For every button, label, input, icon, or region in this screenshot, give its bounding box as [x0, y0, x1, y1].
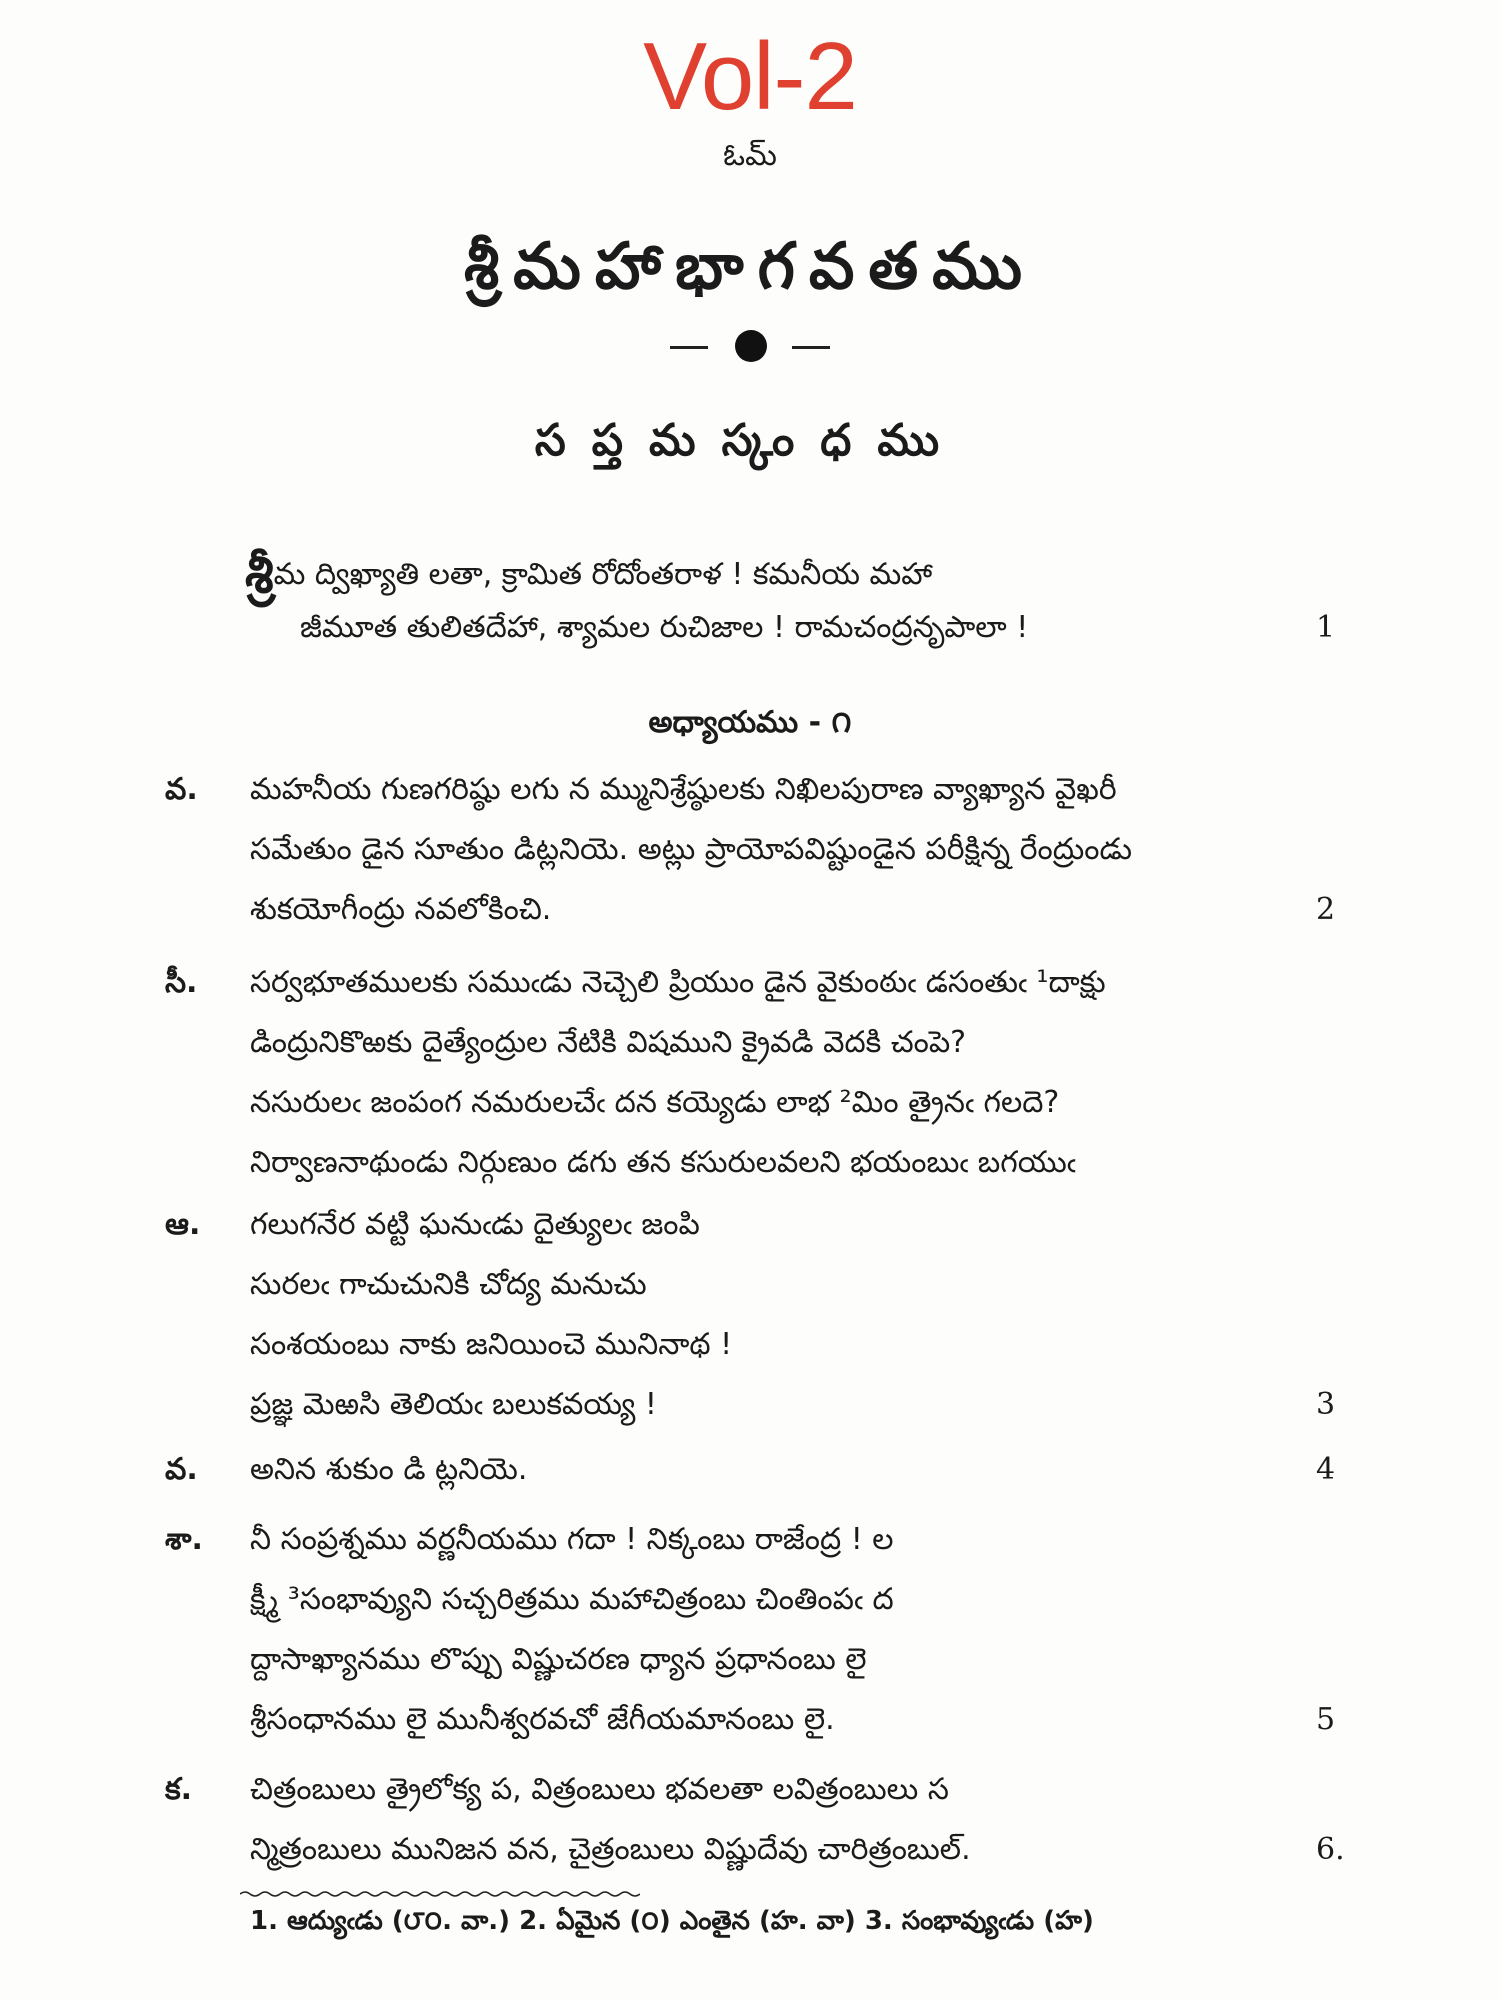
verse-line-text: ప్రజ్ఞ మెఱసి తెలియఁ బలుకవయ్య ! — [250, 1387, 657, 1422]
ornament-dot — [735, 330, 767, 362]
adhyaya-heading: అధ్యాయము - ౧ — [648, 705, 852, 740]
invocation-line-1 — [245, 545, 932, 618]
verse-line-text: సంశయంబు నాకు జనియించె మునినాథ ! — [250, 1327, 733, 1362]
verse-line-text: సురలఁ గాచుచునికి చోద్య మనుచు — [250, 1267, 647, 1302]
invocation-line-2: జీమూత తులితదేహా, శ్యామల రుచిజాల ! రామచంద్రనృపాలా ! — [300, 610, 1029, 645]
verse-line-text: సర్వభూతములకు సముఁడు నెచ్చెలి ప్రియుం డైన వైకుంఠుఁ డసంతుఁ ¹దాక్షు — [250, 965, 1106, 1000]
book-title: శ్రీమహాభాగవతము — [463, 230, 1037, 304]
skandha-heading: సప్తమస్కంధము — [534, 415, 966, 466]
verse-number: 3 — [1316, 1387, 1336, 1422]
verse-line-text: ద్దాసాఖ్యానము లొప్పు విష్ణుచరణ ధ్యాన ప్రధానంబు లై — [250, 1642, 867, 1677]
verse-line-text: నసురులఁ జంపంగ నమరులచేఁ దన కయ్యెడు లాభ ²మిం త్రైనఁ గలదె? — [250, 1085, 1060, 1120]
om-heading: ఓమ్ — [723, 138, 777, 173]
verse-number: 5 — [1316, 1702, 1336, 1737]
footnote-rule — [240, 1890, 640, 1898]
title-ornament — [0, 330, 1500, 364]
verse-marker: శా. — [165, 1522, 203, 1557]
ornament-dash-right — [792, 346, 830, 349]
verse-line-text: మహనీయ గుణగరిష్ఠు లగు న మ్మునిశ్రేష్ఠులకు నిఖిలపురాణ వ్యాఖ్యాన వైఖరీ — [250, 772, 1117, 807]
verse-line-text: న్మిత్రంబులు మునిజన వన, చైత్రంబులు విష్ణుదేవు చారిత్రంబుల్. — [250, 1832, 971, 1867]
footnote: 1. ఆద్యుఁడు (౮౦. వా.) 2. ఏమైన (౦) ఎంతైన (హ. వా) 3. సంభావ్యుఁడు (హ) — [250, 1906, 1094, 1936]
verse-marker: వ. — [165, 1452, 198, 1487]
verse-line-text: డింద్రునికొఱకు దైత్యేంద్రుల నేటికి విషముని క్రైవడి వెదకి చంపె? — [250, 1025, 967, 1060]
verse-marker: సీ. — [165, 965, 198, 1000]
invocation-line-1-text: మ ద్విఖ్యాతి లతా, క్రామిత రోదోంతరాళ ! కమనీయ మహా — [273, 557, 933, 592]
verse-line-text: సమేతుం డైన సూతుం డిట్లనియె. అట్లు ప్రాయోపవిష్టుండైన పరీక్షిన్న రేంద్రుండు — [250, 832, 1133, 867]
invocation-initial: శ్రీ — [245, 545, 274, 605]
verse-line-text: శుకయోగీంద్రు నవలోకించి. — [250, 892, 552, 927]
verse-number: 2 — [1316, 892, 1336, 927]
verse-number: 1 — [1316, 610, 1336, 645]
verse-marker: వ. — [165, 772, 198, 807]
verse-line-text: చిత్రంబులు త్రైలోక్య ప, విత్రంబులు భవలతా లవిత్రంబులు స — [250, 1772, 949, 1807]
verse-number: 4 — [1316, 1452, 1336, 1487]
verse-number: 6. — [1316, 1832, 1345, 1867]
verse-marker: క. — [165, 1772, 193, 1807]
verse-line-text: గలుగనేర వట్టి ఘనుఁడు దైత్యులఁ జంపి — [250, 1207, 700, 1242]
verse-line-text: క్ష్మీ ³సంభావ్యుని సచ్చరిత్రము మహాచిత్రంబు చింతింపఁ ద — [250, 1582, 894, 1617]
verse-marker: ఆ. — [165, 1207, 201, 1242]
verse-line-text: శ్రీసంధానము లై మునీశ్వరవచో జేగీయమానంబు లై. — [250, 1702, 835, 1737]
volume-label: Vol-2 — [643, 23, 857, 130]
ornament-dash-left — [670, 346, 708, 349]
verse-line-text: నిర్వాణనాథుండు నిర్గుణుం డగు తన కసురులవలని భయంబుఁ బగయుఁ — [250, 1145, 1076, 1180]
verse-line-text: అనిన శుకుం డి ట్లనియె. — [250, 1452, 528, 1487]
verse-line-text: నీ సంప్రశ్నము వర్ణనీయము గదా ! నిక్కంబు రాజేంద్ర ! ల — [250, 1522, 894, 1557]
